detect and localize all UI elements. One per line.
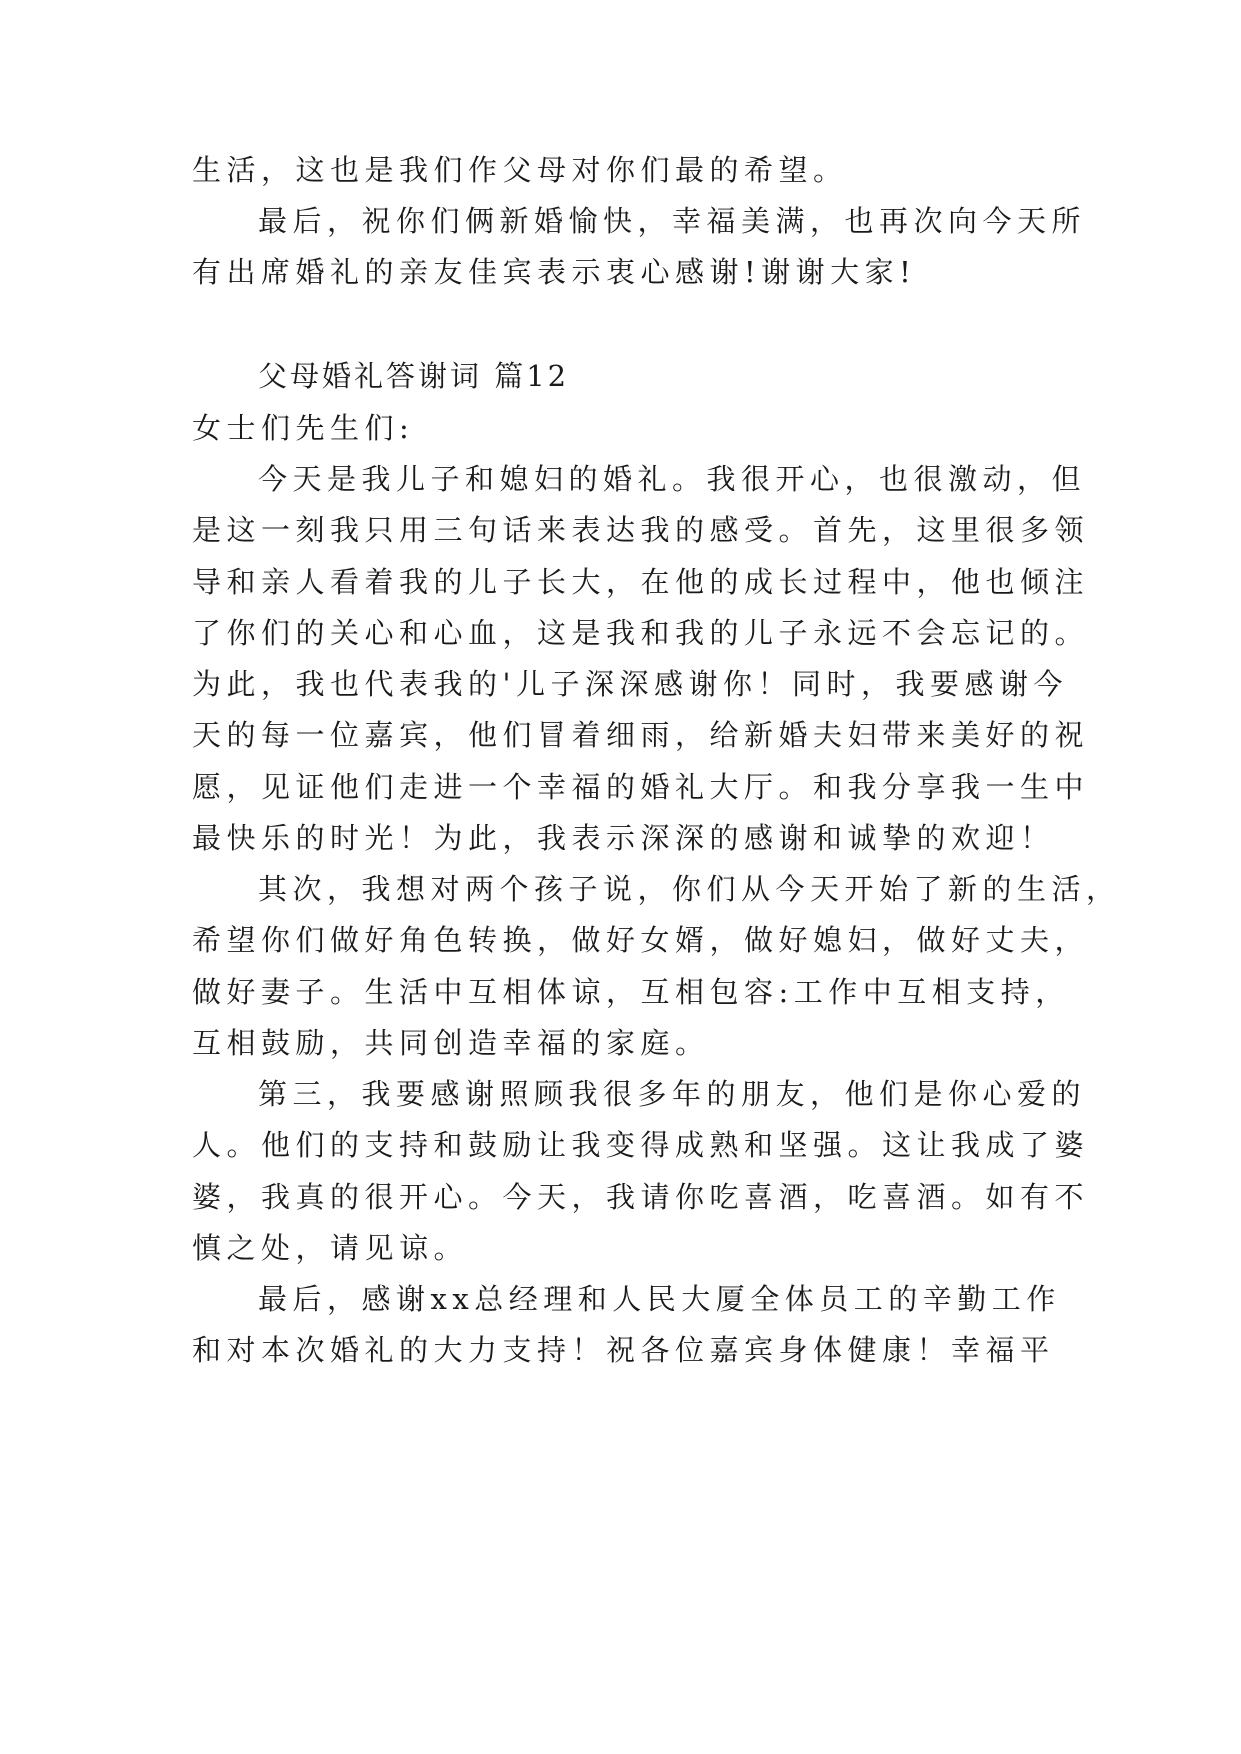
salutation: 女士们先生们:: [192, 411, 415, 445]
text-line: 愿，见证他们走进一个幸福的婚礼大厅。和我分享我一生中: [192, 770, 1090, 804]
text-line: 希望你们做好角色转换，做好女婿，做好媳妇，做好丈夫，: [192, 923, 1090, 957]
text-line: 导和亲人看着我的儿子长大，在他的成长过程中，他也倾注: [192, 565, 1090, 599]
text-line: 人。他们的支持和鼓励让我变得成熟和坚强。这让我成了婆: [192, 1128, 1090, 1162]
text-line: 生活，这也是我们作父母对你们最的希望。: [192, 153, 848, 187]
text-line: 有出席婚礼的亲友佳宾表示衷心感谢!谢谢大家!: [192, 255, 917, 289]
text-line: 和对本次婚礼的大力支持！祝各位嘉宾身体健康！幸福平: [192, 1333, 1055, 1367]
text-line: 今天是我儿子和媳妇的婚礼。我很开心，也很激动，但: [258, 462, 1087, 496]
text-line: 互相鼓励，共同创造幸福的家庭。: [192, 1026, 710, 1060]
text-line: 做好妻子。生活中互相体谅，互相包容:工作中互相支持，: [192, 975, 1070, 1009]
text-line: 了你们的关心和心血，这是我和我的儿子永远不会忘记的。: [192, 616, 1090, 650]
text-line: 第三，我要感谢照顾我很多年的朋友，他们是你心爱的: [258, 1077, 1087, 1111]
text-line: 慎之处，请见谅。: [192, 1231, 469, 1265]
text-line: 最快乐的时光！为此，我表示深深的感谢和诚挚的欢迎！: [192, 821, 1055, 855]
text-line: 为此，我也代表我的'儿子深深感谢你！同时，我要感谢今: [192, 667, 1068, 701]
text-line: 婆，我真的很开心。今天，我请你吃喜酒，吃喜酒。如有不: [192, 1180, 1090, 1214]
text-line: 其次，我想对两个孩子说，你们从今天开始了新的生活，: [258, 872, 1121, 906]
text-line: 是这一刻我只用三句话来表达我的感受。首先，这里很多领: [192, 513, 1090, 547]
text-line: 最后，祝你们俩新婚愉快，幸福美满，也再次向今天所: [258, 204, 1087, 238]
text-line: 最后，感谢xx总经理和人民大厦全体员工的辛勤工作: [258, 1282, 1061, 1316]
text-line: 天的每一位嘉宾，他们冒着细雨，给新婚夫妇带来美好的祝: [192, 718, 1090, 752]
section-heading: 父母婚礼答谢词 篇12: [258, 359, 570, 393]
